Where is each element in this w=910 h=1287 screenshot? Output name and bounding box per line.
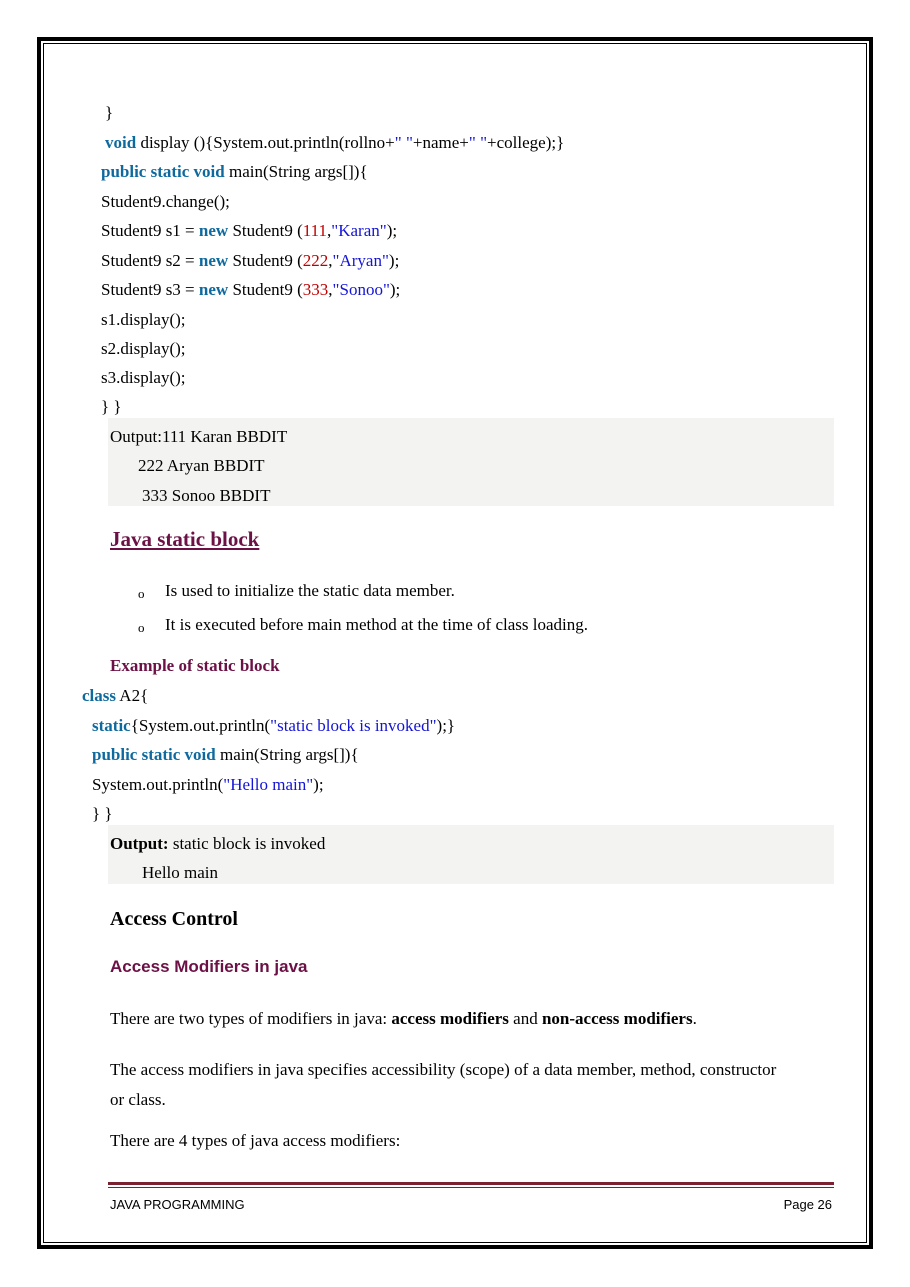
bullet-marker: o xyxy=(138,586,145,601)
code-line xyxy=(105,133,564,153)
code-line xyxy=(101,280,400,300)
code-keyword: public static void xyxy=(92,745,216,764)
code-line xyxy=(101,251,399,271)
code-text: Student9 s1 = xyxy=(101,221,199,240)
code-string: "Hello main" xyxy=(223,775,314,794)
output-line: Hello main xyxy=(142,863,219,882)
para-text: . xyxy=(692,1009,697,1028)
code-line: } xyxy=(105,103,114,122)
code-line xyxy=(82,686,148,706)
code-text: System.out.println( xyxy=(92,775,224,794)
paragraph-modifier-types xyxy=(110,1003,697,1034)
footer-rule xyxy=(108,1182,834,1185)
para-text: and xyxy=(508,1009,542,1028)
code-text: main(String args[]){ xyxy=(215,745,359,764)
code-line xyxy=(101,221,397,241)
paragraph-access-scope-line1: The access modifiers in java specifies accessibility (scope) of a data member, method, constructor xyxy=(110,1060,777,1079)
code-line xyxy=(92,745,359,765)
code-text: {System.out.println( xyxy=(130,716,271,735)
code-text: ); xyxy=(388,251,400,270)
code-number: 222 xyxy=(302,251,329,270)
code-keyword: class xyxy=(82,686,116,705)
code-text: main(String args[]){ xyxy=(224,162,368,181)
code-keyword: new xyxy=(198,251,229,270)
code-text: ); xyxy=(313,775,324,794)
code-line: s2.display(); xyxy=(101,339,186,358)
footer-title: JAVA PROGRAMMING xyxy=(110,1197,245,1212)
code-text: +name+ xyxy=(412,133,469,152)
code-line xyxy=(92,775,324,795)
code-keyword: new xyxy=(198,280,229,299)
para-bold: non-access modifiers xyxy=(541,1009,693,1028)
code-text: ); xyxy=(386,221,398,240)
code-string: "Karan" xyxy=(331,221,387,240)
code-text: ); xyxy=(389,280,401,299)
code-line: s1.display(); xyxy=(101,310,186,329)
code-text: , xyxy=(328,280,333,299)
code-text: , xyxy=(328,251,333,270)
code-text: Student9 s3 = xyxy=(101,280,199,299)
code-number: 333 xyxy=(302,280,329,299)
code-line: } } xyxy=(92,804,113,823)
code-line: } } xyxy=(101,397,122,416)
bullet-text: It is executed before main method at the time of class loading. xyxy=(165,615,588,634)
output-line xyxy=(110,834,325,854)
output-label: Output: xyxy=(110,834,169,853)
code-text: Student9 s2 = xyxy=(101,251,199,270)
output-text: static block is invoked xyxy=(168,834,326,853)
example-heading: Example of static block xyxy=(110,656,280,675)
code-text: display (){System.out.println(rollno+ xyxy=(136,133,395,152)
code-text: +college);} xyxy=(487,133,565,152)
access-control-heading: Access Control xyxy=(110,908,238,930)
code-string: " " xyxy=(468,133,488,152)
code-string: " " xyxy=(394,133,413,152)
code-text: , xyxy=(327,221,332,240)
code-text: );} xyxy=(436,716,456,735)
output-line: Output:111 Karan BBDIT xyxy=(110,427,288,446)
output-line: 333 Sonoo BBDIT xyxy=(142,486,271,505)
section-heading: Java static block xyxy=(110,527,260,551)
access-modifiers-heading: Access Modifiers in java xyxy=(110,957,308,976)
bullet-text: Is used to initialize the static data member. xyxy=(165,581,455,600)
code-keyword: new xyxy=(198,221,229,240)
code-string: "Aryan" xyxy=(332,251,389,270)
code-line xyxy=(92,716,455,736)
code-text: Student9 ( xyxy=(228,280,303,299)
output-line: 222 Aryan BBDIT xyxy=(138,456,265,475)
para-bold: access modifiers xyxy=(391,1009,509,1028)
code-text: Student9 ( xyxy=(228,251,303,270)
page-number: Page 26 xyxy=(783,1197,832,1212)
code-keyword: static xyxy=(92,716,131,735)
code-string: "Sonoo" xyxy=(332,280,390,299)
code-string: "static block is invoked" xyxy=(270,716,437,735)
code-keyword: public static void xyxy=(101,162,225,181)
code-line xyxy=(101,162,368,182)
code-line: Student9.change(); xyxy=(101,192,230,211)
paragraph-four-types: There are 4 types of java access modifiers: xyxy=(110,1131,401,1150)
paragraph-access-scope-line2: or class. xyxy=(110,1090,166,1109)
para-text: There are two types of modifiers in java: xyxy=(110,1009,392,1028)
code-keyword: void xyxy=(105,133,137,152)
code-line: s3.display(); xyxy=(101,368,186,387)
code-text: Student9 ( xyxy=(228,221,303,240)
code-text: A2{ xyxy=(116,686,149,705)
footer-rule-thin xyxy=(108,1187,834,1188)
code-number: 111 xyxy=(302,221,328,240)
bullet-marker: o xyxy=(138,620,145,635)
